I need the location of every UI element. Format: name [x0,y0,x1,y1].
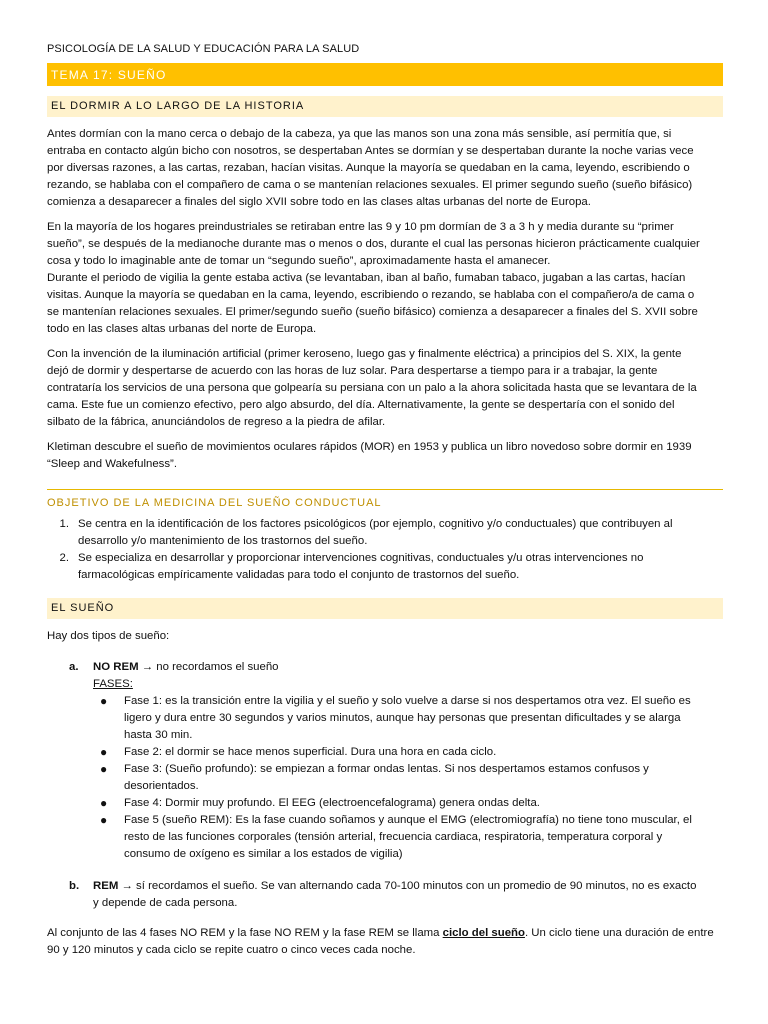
phase-text-line: hasta 30 min. [124,729,193,741]
paragraph-line: sueño”, se después de la medianoche durante mas o menos o dos, durante el cual las personas hicieron prácticamente cualquier [47,238,700,250]
type-description-line: y depende de cada persona. [93,897,238,909]
history-paragraph-2 [47,219,723,338]
paragraph-line: Antes dormían con la mano cerca o debajo de la cabeza, ya que las manos son una zona más sensible, así permitía que, si [47,128,672,140]
phase-text-line: Fase 3: (Sueño profundo): se empiezan a formar ondas lentas. Si nos despertamos estamos confusos y [124,763,649,775]
paragraph-line: “Sleep and Wakefulness”. [47,458,178,470]
document-page [47,41,723,959]
section-heading-history: EL DORMIR A LO LARGO DE LA HISTORIA [47,96,723,117]
objective-text-line: Se especializa en desarrollar y proporcionar intervenciones cognitivas, conductuales y/u otras intervenciones no [78,552,644,564]
phase-text-line: resto de las funciones corporales (tensión arterial, frecuencia cardiaca, respiratoria, temperatura corporal y [124,831,663,843]
closing-text-line: 90 y 120 minutos y cada ciclo se repite cuatro o cinco veces cada noche. [47,944,416,956]
paragraph-line: cosa y todo lo imaginable ante de tomar un “segundo sueño”, aproximadamente hasta el amanecer. [47,255,551,267]
sleep-intro: Hay dos tipos de sueño: [47,630,170,642]
phase-item [93,744,723,761]
phase-text-line: desorientados. [124,780,199,792]
paragraph-line: dejó de dormir y despertarse de acuerdo con las horas de luz solar. Para despertarse a tiempo para ir a trabajar, la gente [47,365,658,377]
paragraph-line: silbato de la fábrica, anunciándolos de regreso a la piedra de afilar. [47,416,386,428]
section-heading-objectives: OBJETIVO DE LA MEDICINA DEL SUEÑO CONDUCTUAL [47,489,723,512]
course-title: PSICOLOGÍA DE LA SALUD Y EDUCACIÓN PARA LA SALUD [47,43,360,55]
type-description: no recordamos el sueño [153,661,279,673]
history-paragraph-4 [47,439,723,473]
type-name: REM [93,880,119,892]
paragraph-line: En la mayoría de los hogares preindustriales se retiraban entre las 9 y 10 pm dormían de 3 a 3 h y media durante su “primer [47,221,674,233]
arrow-right-icon: → [121,880,133,892]
key-term: ciclo del sueño [442,927,525,939]
phase-text-line: Fase 2: el dormir se hace menos superficial. Dura una hora en cada ciclo. [124,746,497,758]
bullet-icon: ● [100,745,108,759]
objectives-list [47,516,723,584]
type-letter: b. [69,880,80,892]
sleep-cycle-paragraph [47,925,723,959]
paragraph-line: Kletiman descubre el sueño de movimientos oculares rápidos (MOR) en 1953 y publica un libro novedoso sobre dormir en 1939 [47,441,692,453]
paragraph-line: por diversas razones, a las cartas, rezaban, hacían visitas. Aunque la mayoría se quedaban en la cama, leyendo, escribiendo o [47,162,690,174]
phase-text-line: Fase 5 (sueño REM): Es la fase cuando soñamos y aunque el EMG (electromiografía) no tiene tono muscular, el [124,814,692,826]
phases-list [93,693,723,863]
objective-item [47,516,723,550]
type-name: NO REM [93,661,139,673]
section-heading-sleep: EL SUEÑO [47,598,723,619]
paragraph-line: entraba en contacto algún bicho con nosotros, se despertaban Antes se dormían y se despertaban durante la noche varias vece [47,145,694,157]
paragraph-line: contrataría los servicios de una persona que golpearía su persiana con un palo a la ahora solicitada hasta que se levantara de la [47,382,697,394]
phase-text-line: Fase 4: Dormir muy profundo. El EEG (electroencefalograma) genera ondas delta. [124,797,540,809]
phase-text-line: consumo de oxígeno es similar a los estados de vigilia) [124,848,403,860]
history-paragraph-1 [47,126,723,211]
objective-text-line: desarrollo y/o mantenimiento de los trastornos del sueño. [78,535,368,547]
sleep-types [47,659,723,912]
type-description: sí recordamos el sueño. Se van alternando cada 70-100 minutos con un promedio de 90 minutos, no es exacto [132,880,697,892]
bullet-icon: ● [100,694,108,708]
paragraph-line: cama. Este fue un comienzo efectivo, pero algo absurdo, del día. Alternativamente, la gente se despertaría con el sonido del [47,399,675,411]
bullet-icon: ● [100,813,108,827]
phase-text-line: Fase 1: es la transición entre la vigilia y el sueño y solo vuelve a darse si nos despertamos otra vez. El sueño es [124,695,691,707]
objective-number: 2. [59,552,69,564]
paragraph-line: Durante el periodo de vigilia la gente estaba activa (se levantaban, iban al baño, fumaban tabaco, jugaban a las cartas, hacían [47,272,686,284]
phase-text-line: ligero y dura entre 30 segundos y varios minutos, aunque hay personas que presentan dificultades y se alarga [124,712,681,724]
objective-text-line: farmacológicas empíricamente validadas para todo el conjunto de trastornos del sueño. [78,569,520,581]
history-paragraph-3 [47,346,723,431]
objective-text-line: Se centra en la identificación de los factores psicológicos (por ejemplo, cognitivo y/o conductuales) que contribuyen al [78,518,673,530]
phase-item [93,761,723,795]
sleep-type-rem [47,878,723,912]
bullet-icon: ● [100,762,108,776]
arrow-right-icon: → [141,661,154,673]
phase-item [93,812,723,863]
topic-title-banner: TEMA 17: SUEÑO [47,63,723,86]
bullet-icon: ● [100,796,108,810]
paragraph-line: Con la invención de la iluminación artificial (primer keroseno, luego gas y finalmente eléctrica) a principios del S. XIX, la gente [47,348,682,360]
paragraph-line: se mantenían relaciones sexuales. El primer/segundo sueño (sueño bifásico) comienza a desaparecer a finales del S. XVII sobre [47,306,698,318]
objective-item [47,550,723,584]
paragraph-line: comienza a desaparecer a finales del siglo XVII sobre todo en las clases altas urbanas del norte de Europa. [47,196,591,208]
type-letter: a. [69,661,79,673]
objective-number: 1. [59,518,69,530]
closing-text: Al conjunto de las 4 fases NO REM y la fase NO REM y la fase REM se llama [47,927,443,939]
phase-item [93,795,723,812]
phase-item [93,693,723,744]
phases-label: FASES: [93,678,133,690]
closing-text: . Un ciclo tiene una duración de entre [524,927,714,939]
paragraph-line: todo en las clases altas urbanas del norte de Europa. [47,323,317,335]
sleep-type-nrem [47,659,723,863]
paragraph-line: rezando, se hablaba con el compañero de cama o se mantenían relaciones sexuales. El primer segundo sueño (sueño bifásico) [47,179,693,191]
paragraph-line: visitas. Aunque la mayoría se quedaban en la cama, leyendo, escribiendo o rezando, se hablaba con el compañero/a de cama o [47,289,695,301]
